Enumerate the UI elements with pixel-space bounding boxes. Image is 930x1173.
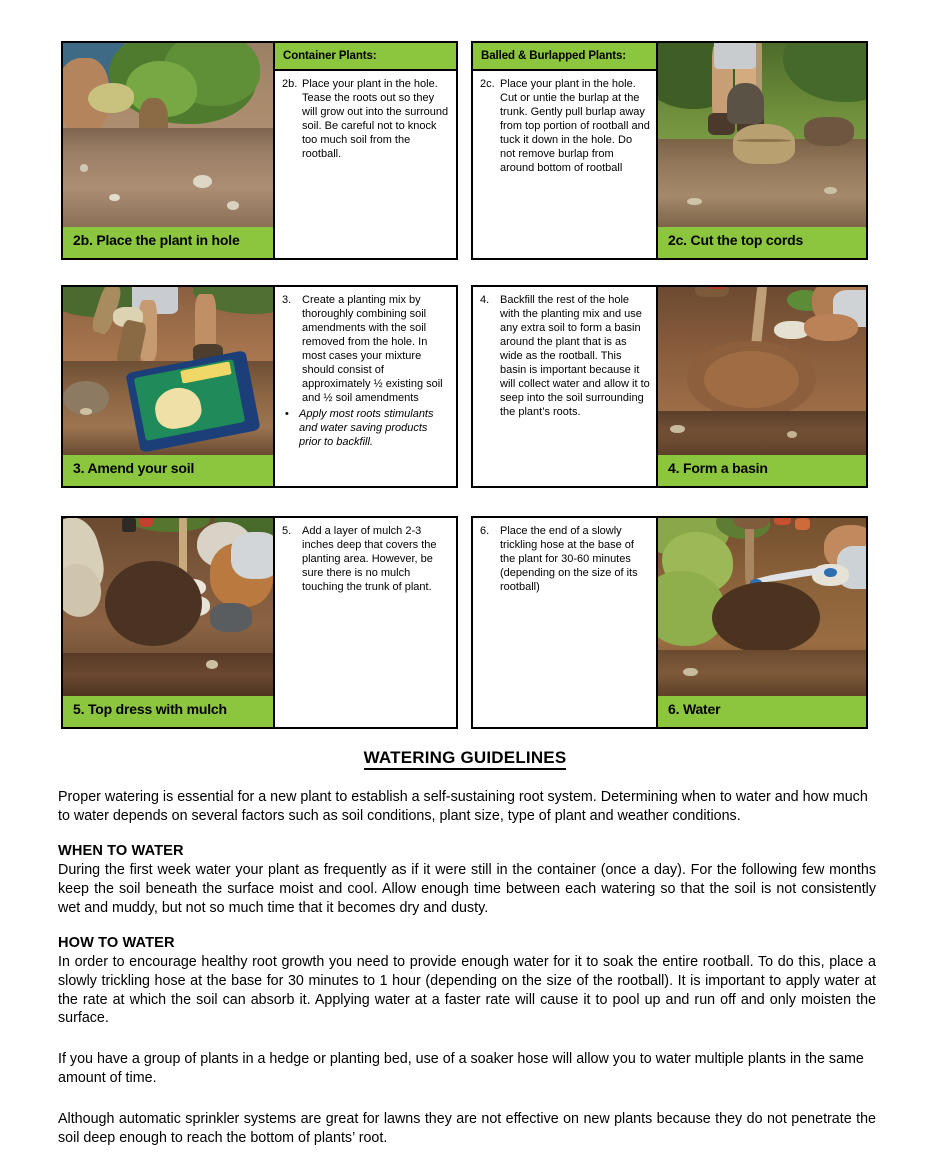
step-2b-text: Place your plant in the hole. Tease the roots out so they will grow out into the surround soil. Be careful not to knock too much soil from the rootball. — [302, 78, 449, 161]
step-2b-number: 2b. — [282, 78, 298, 91]
step-row-3 — [61, 516, 868, 729]
step-2b-text-cell — [273, 43, 456, 258]
step-row-1 — [61, 41, 868, 260]
step-2c-header: Balled & Burlapped Plants: — [473, 43, 656, 71]
step-3-caption: 3. Amend your soil — [63, 455, 273, 486]
step-4-caption: 4. Form a basin — [658, 455, 866, 486]
watering-intro-paragraph: Proper watering is essential for a new plant to establish a self-sustaining root system. Determining when to water and how much to water depends on several factors such as soil conditions, plant size, type of plant and weather conditions. — [58, 789, 868, 824]
step-2b-body — [275, 71, 456, 258]
step-3-bullet-text: Apply most roots stimulants and water saving products prior to backfill. — [299, 407, 434, 448]
step-5-text-cell — [273, 518, 456, 727]
when-to-water-paragraph: During the first week water your plant as frequently as if it were still in the container (once a day). For the following few months keep the soil beneath the surface moist and cool. Allow enough time between each watering so that the soil is not consistently wet and muddy, but not so much time that it becomes dry and dusty. — [58, 861, 876, 916]
photo-amend-your-soil — [63, 287, 273, 455]
sprinkler-systems-paragraph: Although automatic sprinkler systems are great for lawns they are not effective on new plants because they do not penetrate the soil deep enough to reach the bottom of plants’ root. — [58, 1110, 876, 1146]
step-6-caption: 6. Water — [658, 696, 866, 727]
watering-guidelines-title-text: WATERING GUIDELINES — [364, 748, 567, 770]
step-4-body — [473, 287, 656, 486]
step-3-body — [275, 287, 456, 486]
photo-place-plant-in-hole — [63, 43, 273, 227]
step-6-number: 6. — [480, 525, 490, 537]
step-4-photo-cell — [656, 287, 866, 486]
step-5-body — [275, 518, 456, 727]
photo-top-dress-with-mulch — [63, 518, 273, 696]
step-3-text: Create a planting mix by thoroughly combining soil amendments with the soil removed from the hole. In most cases your mixture should consist of approximately ½ existing soil and ½ soil amendments — [302, 294, 443, 404]
step-block-5 — [61, 516, 458, 729]
step-2c-text-cell — [473, 43, 656, 258]
photo-cut-the-top-cords — [658, 43, 866, 227]
step-2c-number: 2c. — [480, 78, 495, 91]
bullet-icon: • — [285, 407, 289, 420]
soaker-hose-paragraph: If you have a group of plants in a hedge or planting bed, use of a soaker hose will allow you to water multiple plants in the same amount of time. — [58, 1051, 864, 1087]
step-5-text: Add a layer of mulch 2-3 inches deep that covers the planting area. However, be sure there is no mulch touching the trunk of plant. — [302, 525, 437, 593]
step-3-number: 3. — [282, 294, 292, 306]
step-6-photo-cell — [656, 518, 866, 727]
step-2b-caption: 2b. Place the plant in hole — [63, 227, 273, 258]
step-block-4 — [471, 285, 868, 488]
step-4-text-cell — [473, 287, 656, 486]
step-2c-text: Place your plant in the hole. Cut or untie the burlap at the trunk. Gently pull burlap away from top portion of rootball and tuck it down in the hole. Do not remove burlap from around bottom of rootball — [500, 78, 650, 175]
step-3-photo-cell — [63, 287, 273, 486]
step-5-photo-cell — [63, 518, 273, 727]
step-6-text: Place the end of a slowly trickling hose at the base of the plant for 30-60 minutes (depending on the size of its rootball) — [500, 525, 638, 593]
step-block-2c — [471, 41, 868, 260]
step-block-2b — [61, 41, 458, 260]
step-block-6 — [471, 516, 868, 729]
step-block-3 — [61, 285, 458, 488]
step-2b-header: Container Plants: — [275, 43, 456, 71]
step-4-number: 4. — [480, 294, 490, 306]
step-3-text-cell — [273, 287, 456, 486]
how-to-water-paragraph: In order to encourage healthy root growth you need to provide enough water for it to soak the entire rootball. To do this, place a slowly trickling hose at the base for 30 minutes to 1 hour (depending on the size of the rootball). It is important to apply water at the rate at which the soil can absorb it. Applying water at a faster rate will cause it to pool up and run off and only moisten the surface. — [58, 953, 876, 1027]
step-2c-caption: 2c. Cut the top cords — [658, 227, 866, 258]
watering-guidelines-title — [0, 748, 930, 768]
step-5-caption: 5. Top dress with mulch — [63, 696, 273, 727]
planting-steps-grid — [61, 41, 868, 729]
step-6-text-cell — [473, 518, 656, 727]
how-to-water-heading: HOW TO WATER — [58, 934, 175, 951]
step-2b-photo-cell — [63, 43, 273, 258]
photo-form-a-basin — [658, 287, 866, 455]
step-5-number: 5. — [282, 525, 292, 537]
watering-guidelines-body — [58, 788, 876, 1148]
step-2c-photo-cell — [656, 43, 866, 258]
step-2c-body — [473, 71, 656, 258]
step-row-2 — [61, 285, 868, 488]
photo-water — [658, 518, 866, 696]
step-4-text: Backfill the rest of the hole with the planting mix and use any extra soil to form a basin around the plant that is as wide as the rootball. This basin is important because it will collect water and allow it to seep into the soil surrounding the plant’s roots. — [500, 294, 650, 418]
step-6-body — [473, 518, 656, 727]
when-to-water-heading: WHEN TO WATER — [58, 842, 184, 859]
